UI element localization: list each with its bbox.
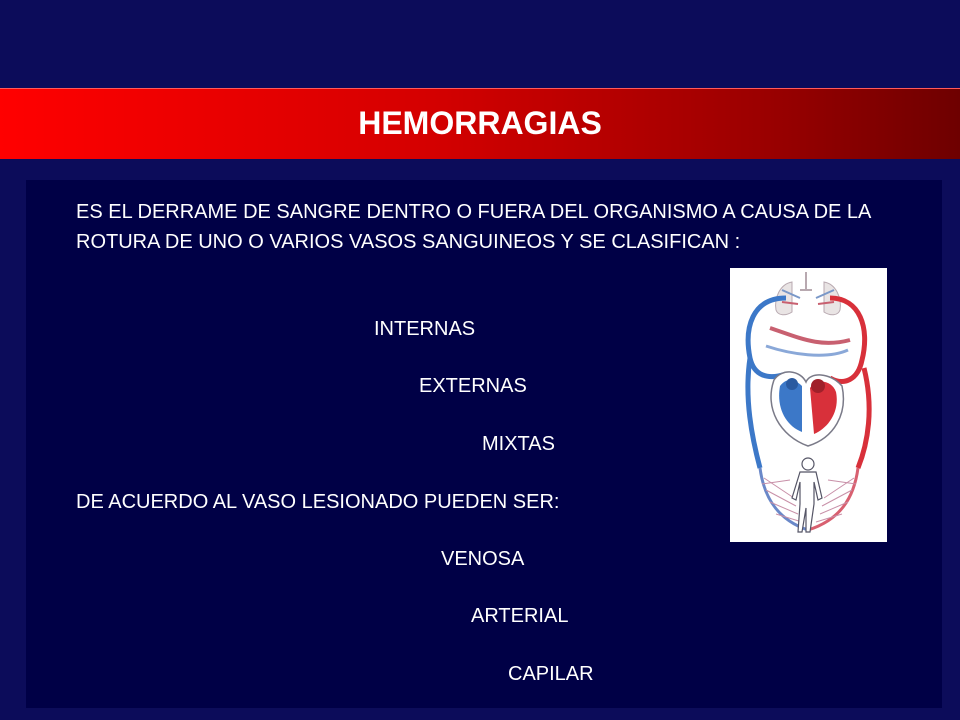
- slide-title: HEMORRAGIAS: [358, 105, 602, 141]
- vessel-venosa: VENOSA: [441, 548, 525, 570]
- circulatory-system-image: [730, 268, 887, 542]
- vessel-capilar: CAPILAR: [508, 663, 594, 685]
- circulatory-system-diagram-icon: [730, 268, 887, 542]
- vessel-subheading: DE ACUERDO AL VASO LESIONADO PUEDEN SER:: [76, 491, 560, 513]
- vessel-arterial: ARTERIAL: [471, 605, 569, 627]
- intro-text: ES EL DERRAME DE SANGRE DENTRO O FUERA DEL ORGANISMO A CAUSA DE LA ROTURA DE UNO O VARIOS VASOS SANGUINEOS Y SE CLASIFICAN :: [76, 201, 871, 253]
- type-mixtas: MIXTAS: [482, 433, 555, 455]
- type-externas: EXTERNAS: [419, 375, 527, 397]
- type-internas: INTERNAS: [374, 318, 476, 340]
